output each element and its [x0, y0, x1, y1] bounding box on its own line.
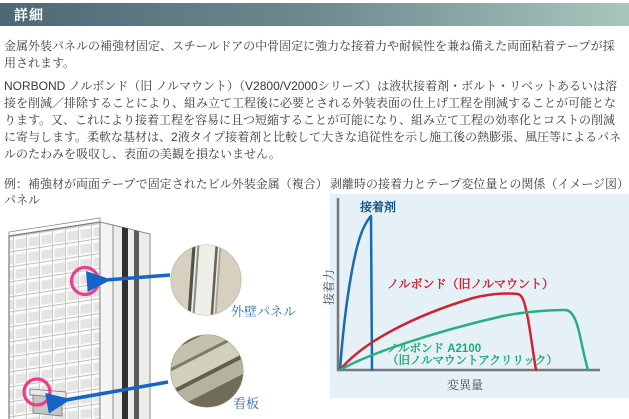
y-axis-label: 接着力	[322, 268, 336, 306]
x-axis-label: 変異量	[446, 378, 484, 392]
building-figure	[0, 176, 330, 419]
adhesion-chart	[322, 194, 629, 398]
norbond-series-label: ノルボンド（旧ノルマウント）	[387, 277, 555, 291]
building-illustration	[0, 208, 330, 419]
wall-panel-label: 外壁パネル	[231, 304, 297, 319]
chart-title: 剥離時の接着力とテープ変位量との関係（イメージ図）	[330, 177, 629, 191]
intro-paragraph: 金属外装パネルの補強材固定、スチールドアの中骨固定に強力な接着力や耐候性を兼ね備えた両面粘着テープが採用されます。	[4, 39, 615, 70]
left-figure-caption: 例：補強材が両面テープで固定されたビル外装金属（複合）パネル	[4, 177, 322, 207]
section-title: 詳細	[14, 6, 44, 23]
body-text	[4, 38, 626, 169]
chart-figure	[322, 176, 629, 419]
signboard-label: 看板	[233, 396, 260, 411]
a2100-label-line2: （旧ノルマウントアクリリック）	[387, 355, 558, 367]
section-header	[0, 3, 629, 26]
figure-row	[0, 176, 629, 419]
adhesive-series-label: 接着剤	[360, 200, 397, 214]
a2100-label-line1: ノルボンド A2100	[387, 343, 482, 355]
detail-paragraph: NORBOND ノルボンド（旧 ノルマウント）（V2800/V2000シリーズ）は液状接着剤・ボルト・リベットあるいは溶接を削減／排除することにより、組み立て工程後に必要とされる外装表面の仕上げ工程を削減することが可能となります。又、これにより接着工程を容易に且つ短縮することが可能になり、組み立て工程の効率化とコストの削減に寄与します。柔軟な基材は、2液タイプ接着剤と比較して大きな追従性を示し施工後の熱膨張、風圧等によるパネルのたわみを吸収し、表面の美観を損ないません。	[4, 79, 622, 161]
